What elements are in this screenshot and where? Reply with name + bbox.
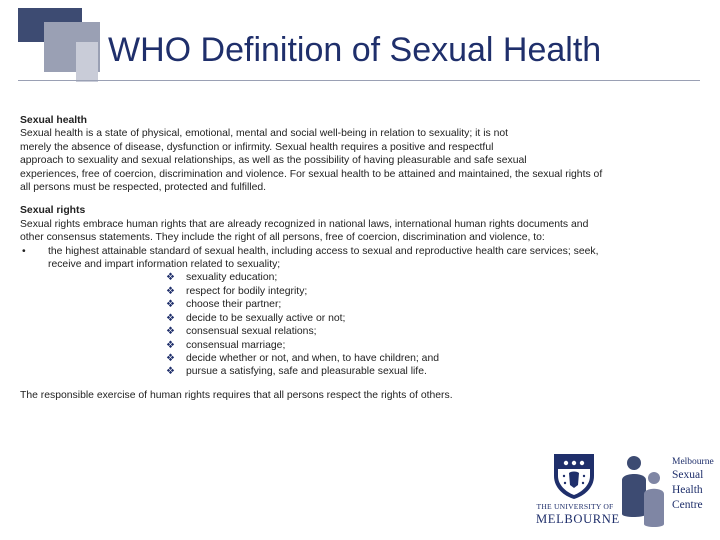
list-item-text: decide to be sexually active or not; bbox=[186, 312, 346, 324]
list-item bbox=[20, 352, 700, 365]
rights-bullet-line: receive and impart information related to sexuality; bbox=[48, 259, 281, 271]
title-decoration-square-light bbox=[76, 42, 98, 82]
list-item bbox=[20, 271, 700, 284]
list-item-text: sexuality education; bbox=[186, 272, 278, 284]
sexual-rights-line: other consensus statements. They include the right of all persons, free of coercion, discrimination and violence, to: bbox=[20, 232, 545, 244]
diamond-bullet-icon: ❖ bbox=[166, 312, 175, 324]
list-item bbox=[20, 312, 700, 325]
list-item bbox=[20, 339, 700, 352]
sexual-health-line: experiences, free of coercion, discrimination and violence. For sexual health to be attained and maintained, the sexual rights of bbox=[20, 168, 603, 180]
list-item-text: decide whether or not, and when, to have children; and bbox=[186, 352, 440, 364]
diamond-bullet-icon: ❖ bbox=[166, 285, 175, 297]
sexual-health-line: merely the absence of disease, dysfunction or infirmity. Sexual health requires a positive and respectful bbox=[20, 141, 494, 153]
list-item bbox=[20, 325, 700, 338]
slide-body bbox=[20, 114, 700, 402]
health-centre-line: Melbourne bbox=[672, 457, 714, 467]
diamond-bullet-icon: ❖ bbox=[166, 272, 175, 284]
list-item-text: choose their partner; bbox=[186, 299, 282, 311]
closing-statement: The responsible exercise of human rights requires that all persons respect the rights of others. bbox=[20, 389, 453, 401]
bullet-marker: • bbox=[22, 245, 26, 257]
diamond-bullet-icon: ❖ bbox=[166, 339, 175, 351]
sexual-rights-heading: Sexual rights bbox=[20, 205, 86, 217]
list-item-text: consensual marriage; bbox=[186, 339, 286, 351]
list-item bbox=[20, 285, 700, 298]
sexual-health-line: approach to sexuality and sexual relationships, as well as the possibility of having pleasurable and safe sexual bbox=[20, 155, 527, 167]
rights-bullet bbox=[20, 245, 700, 272]
diamond-bullet-icon: ❖ bbox=[166, 352, 175, 364]
sexual-health-heading: Sexual health bbox=[20, 115, 87, 126]
university-crest-icon bbox=[552, 452, 596, 500]
list-item-text: consensual sexual relations; bbox=[186, 326, 317, 338]
health-centre-line: Centre bbox=[672, 499, 703, 511]
health-centre-line: Sexual bbox=[672, 469, 704, 481]
diamond-bullet-icon: ❖ bbox=[166, 366, 175, 378]
list-item-text: respect for bodily integrity; bbox=[186, 285, 308, 297]
diamond-bullet-icon: ❖ bbox=[166, 326, 175, 338]
rights-sub-list bbox=[20, 271, 700, 378]
rights-bullet-line: the highest attainable standard of sexual health, including access to sexual and reproductive health care services; seek, bbox=[48, 245, 599, 257]
melbourne-sexual-health-centre-logo bbox=[618, 452, 716, 532]
slide-title: WHO Definition of Sexual Health bbox=[108, 31, 602, 69]
sexual-rights-line: Sexual rights embrace human rights that are already recognized in national laws, international human rights documents and bbox=[20, 218, 589, 230]
university-of-melbourne-logo bbox=[536, 448, 620, 530]
sexual-health-line: Sexual health is a state of physical, emotional, mental and social well-being in relation to sexuality; it is not bbox=[20, 128, 509, 140]
health-centre-figure-icon bbox=[620, 454, 666, 530]
sexual-health-line: all persons must be respected, protected and fulfilled. bbox=[20, 182, 267, 194]
list-item bbox=[20, 298, 700, 311]
health-centre-line: Health bbox=[672, 484, 703, 496]
university-logo-line2: MELBOURNE bbox=[536, 512, 620, 526]
list-item bbox=[20, 365, 700, 378]
title-divider bbox=[18, 80, 700, 81]
health-centre-wordmark bbox=[672, 456, 718, 513]
list-item-text: pursue a satisfying, safe and pleasurable sexual life. bbox=[186, 366, 427, 378]
diamond-bullet-icon: ❖ bbox=[166, 299, 175, 311]
university-logo-line1: THE UNIVERSITY OF bbox=[536, 502, 614, 511]
